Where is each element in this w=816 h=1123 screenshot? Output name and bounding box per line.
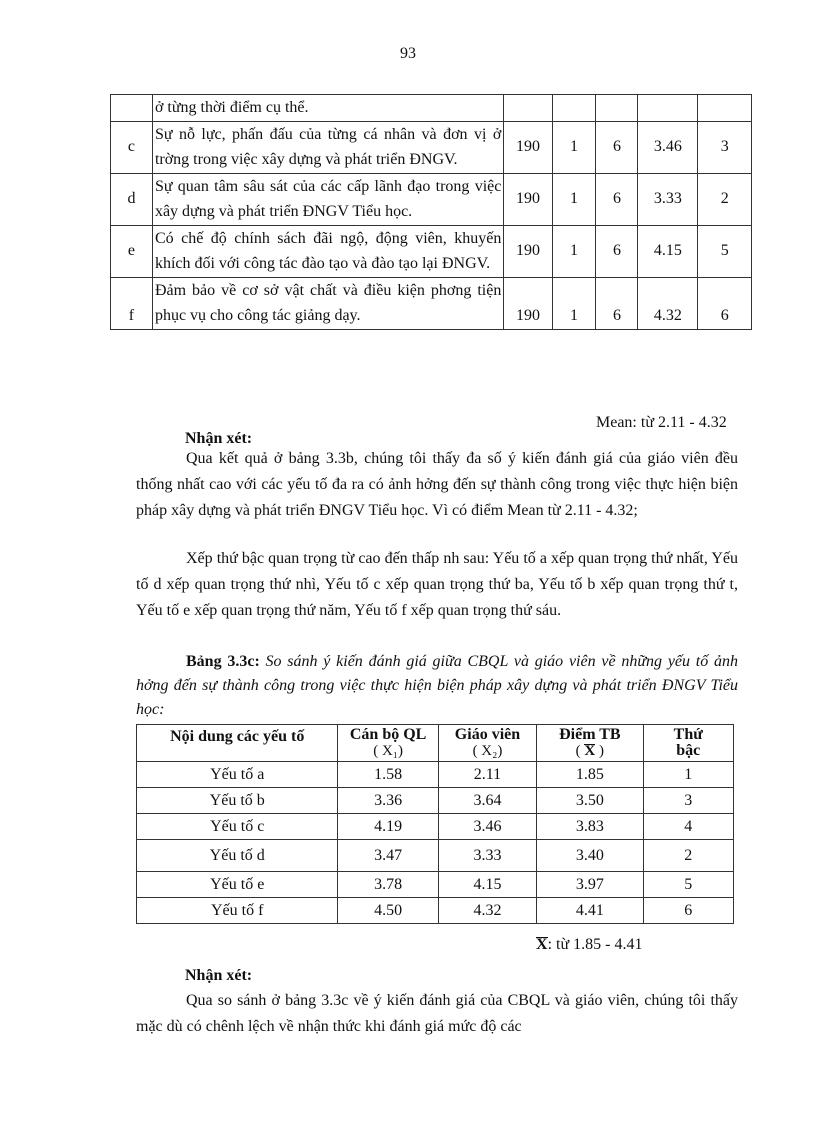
cell-min — [552, 95, 596, 122]
factor-name: Yếu tố e — [137, 872, 338, 898]
cell-mean: 4.32 — [638, 277, 698, 329]
cell-mean: 3.46 — [638, 121, 698, 173]
remark-heading-2: Nhận xét: — [185, 967, 253, 984]
row-letter: c — [111, 121, 153, 173]
cell-x2: 3.46 — [438, 814, 536, 840]
cell-rank — [698, 95, 752, 122]
factor-text: Đảm bảo về cơ sở vật chất và điều kiện phơng tiện phục vụ cho công tác giảng dạy. — [152, 277, 503, 329]
table-row — [111, 225, 752, 277]
cell-mean: 4.15 — [638, 225, 698, 277]
header-rank: Thứ bậc — [643, 725, 733, 762]
cell-mean: 3.33 — [638, 173, 698, 225]
ranking-paragraph: Xếp thứ bậc quan trọng từ cao đến thấp nh sau: Yếu tố a xếp quan trọng thứ nhất, Yếu tố d xếp quan trọng thứ nhì, Yếu tố c xếp quan trọng thứ ba, Yếu tố b xếp quan trọng thứ t, Yếu tố e xếp quan trọng thứ năm, Yếu tố f xếp quan trọng thứ sáu. — [136, 550, 738, 619]
factor-name: Yếu tố d — [137, 840, 338, 872]
factor-name: Yếu tố b — [137, 788, 338, 814]
cell-x2: 4.32 — [438, 898, 536, 924]
cell-x2: 2.11 — [438, 762, 536, 788]
mean-range-note: Mean: từ 2.11 - 4.32 — [596, 414, 727, 431]
cell-x1: 3.78 — [338, 872, 438, 898]
cell-x2: 4.15 — [438, 872, 536, 898]
cell-x2: 3.33 — [438, 840, 536, 872]
table-caption — [136, 650, 738, 722]
cell-rank: 1 — [643, 762, 733, 788]
table-row — [111, 277, 752, 329]
page-number: 93 — [400, 45, 416, 62]
cell-n: 190 — [504, 173, 552, 225]
table-row — [137, 814, 734, 840]
header-content: Nội dung các yếu tố — [137, 725, 338, 762]
factor-name: Yếu tố c — [137, 814, 338, 840]
remark-paragraph-2: Qua so sánh ở bảng 3.3c về ý kiến đánh giá của CBQL và giáo viên, chúng tôi thấy mặc dù có chênh lệch về nhận thức khi đánh giá mức độ các — [136, 992, 738, 1035]
cell-n — [504, 95, 552, 122]
row-letter: e — [111, 225, 153, 277]
cell-avg: 3.40 — [537, 840, 643, 872]
header-average: Điểm TB ( X ) — [537, 725, 643, 762]
remark-heading: Nhận xét: — [185, 430, 253, 447]
cell-rank: 6 — [643, 898, 733, 924]
row-letter: f — [111, 277, 153, 329]
caption-text: So sánh ý kiến đánh giá giữa CBQL và giáo viên về những yếu tố ảnh hởng đến sự thành công trong việc thực hiện biện pháp xây dựng và phát triển ĐNGV Tiểu học: — [136, 653, 738, 718]
table-row — [111, 173, 752, 225]
factor-text: Sự quan tâm sâu sát của các cấp lãnh đạo trong việc xây dựng và phát triển ĐNGV Tiểu học. — [152, 173, 503, 225]
cell-avg: 1.85 — [537, 762, 643, 788]
cell-max — [596, 95, 638, 122]
cell-max: 6 — [596, 277, 638, 329]
factor-name: Yếu tố a — [137, 762, 338, 788]
table-3-3b-continuation — [110, 94, 752, 330]
row-letter — [111, 95, 153, 122]
cell-rank: 4 — [643, 814, 733, 840]
table-row — [137, 898, 734, 924]
x-bar-symbol: X — [536, 936, 548, 953]
table-row — [137, 872, 734, 898]
cell-x1: 4.50 — [338, 898, 438, 924]
cell-min: 1 — [552, 277, 596, 329]
factor-text: ở từng thời điểm cụ thể. — [152, 95, 503, 122]
header-teacher: Giáo viên ( X₂) — [438, 725, 536, 762]
cell-avg: 3.97 — [537, 872, 643, 898]
cell-max: 6 — [596, 121, 638, 173]
table-row — [137, 840, 734, 872]
table-3-3c — [136, 724, 734, 924]
cell-n: 190 — [504, 121, 552, 173]
cell-max: 6 — [596, 173, 638, 225]
cell-rank: 6 — [698, 277, 752, 329]
cell-max: 6 — [596, 225, 638, 277]
factor-text: Sự nỗ lực, phấn đấu của từng cá nhân và đơn vị ở trờng trong việc xây dựng và phát triển ĐNGV. — [152, 121, 503, 173]
cell-x1: 3.47 — [338, 840, 438, 872]
cell-min: 1 — [552, 225, 596, 277]
cell-rank: 2 — [643, 840, 733, 872]
cell-avg: 4.41 — [537, 898, 643, 924]
factor-text: Có chế độ chính sách đãi ngộ, động viên, khuyến khích đối với công tác đào tạo và đào tạo lại ĐNGV. — [152, 225, 503, 277]
cell-n: 190 — [504, 225, 552, 277]
cell-min: 1 — [552, 121, 596, 173]
factor-name: Yếu tố f — [137, 898, 338, 924]
cell-n: 190 — [504, 277, 552, 329]
cell-rank: 5 — [698, 225, 752, 277]
remark-paragraph: Qua kết quả ở bảng 3.3b, chúng tôi thấy đa số ý kiến đánh giá của giáo viên đều thống nhất cao với các yếu tố đa ra có ảnh hởng đến sự thành công trong việc thực hiện biện pháp xây dựng và phát triển ĐNGV Tiểu học. Vì có điểm Mean từ 2.11 - 4.32; — [136, 450, 738, 519]
cell-x1: 4.19 — [338, 814, 438, 840]
table-header-row — [137, 725, 734, 762]
table-row — [111, 95, 752, 122]
cell-x1: 3.36 — [338, 788, 438, 814]
average-range-note: X: từ 1.85 - 4.41 — [536, 936, 643, 953]
cell-rank: 3 — [698, 121, 752, 173]
table-row — [137, 788, 734, 814]
cell-x2: 3.64 — [438, 788, 536, 814]
x-bar-symbol: X — [584, 743, 596, 759]
cell-rank: 5 — [643, 872, 733, 898]
cell-avg: 3.50 — [537, 788, 643, 814]
cell-rank: 3 — [643, 788, 733, 814]
table-row — [137, 762, 734, 788]
header-cbql: Cán bộ QL ( X₁) — [338, 725, 438, 762]
cell-min: 1 — [552, 173, 596, 225]
cell-avg: 3.83 — [537, 814, 643, 840]
caption-label: Bảng 3.3c: — [186, 653, 260, 670]
cell-mean — [638, 95, 698, 122]
cell-rank: 2 — [698, 173, 752, 225]
cell-x1: 1.58 — [338, 762, 438, 788]
row-letter: d — [111, 173, 153, 225]
table-row — [111, 121, 752, 173]
